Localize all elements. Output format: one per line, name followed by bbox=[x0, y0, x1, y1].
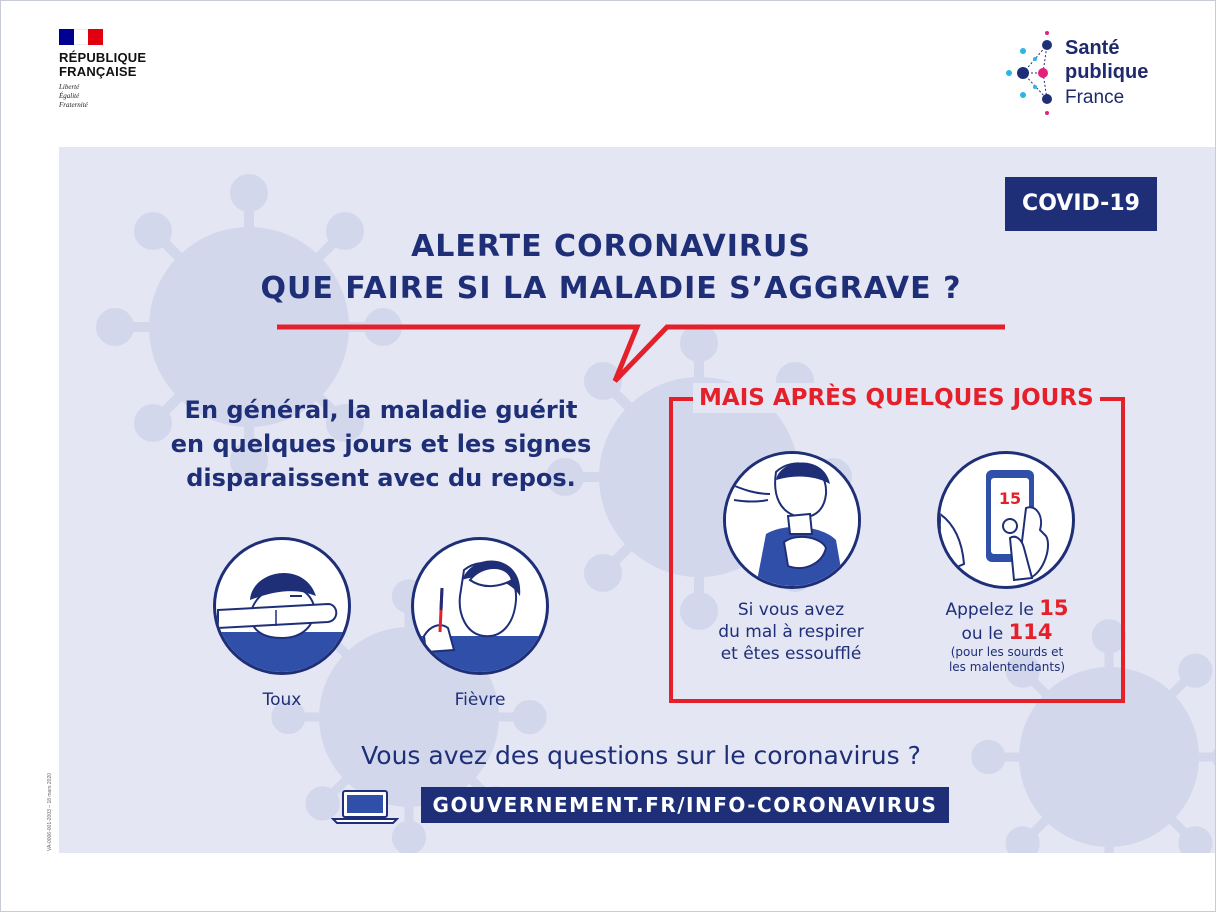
covid-badge: COVID-19 bbox=[1005, 177, 1157, 231]
emergency-number-114: 114 bbox=[1008, 620, 1053, 644]
logo-word-france: France bbox=[1065, 87, 1125, 108]
symptom-label-toux: Toux bbox=[262, 690, 302, 710]
phone-call-illustration-icon bbox=[937, 451, 1075, 589]
document-reference: VA-0006-001-2003 – 18 mars 2020 bbox=[47, 772, 53, 851]
info-url-link[interactable]: GOUVERNEMENT.FR/INFO-CORONAVIRUS bbox=[421, 787, 949, 823]
phone-screen-number: 15 bbox=[998, 489, 1022, 508]
breathless-illustration-icon bbox=[723, 451, 861, 589]
fever-illustration-icon bbox=[411, 537, 549, 675]
intro-text: En général, la maladie guérit en quelques jours et les signes disparaissent avec du repos. bbox=[170, 396, 592, 492]
french-flag-icon bbox=[59, 29, 103, 45]
cough-illustration-icon bbox=[213, 537, 351, 675]
title-line-2: QUE FAIRE SI LA MALADIE S’AGGRAVE ? bbox=[260, 271, 962, 306]
logo-word-publique: publique bbox=[1065, 61, 1149, 83]
sante-publique-france-logo bbox=[1003, 29, 1173, 121]
call-caption: Appelez le 15 ou le 114 (pour les sourds et les malentendants) bbox=[945, 596, 1069, 674]
breathless-caption: Si vous avez du mal à respirer et êtes essoufflé bbox=[718, 600, 864, 664]
molecule-logo-icon bbox=[1003, 29, 1063, 121]
symptom-label-fievre: Fièvre bbox=[454, 690, 506, 710]
title-line-1: ALERTE CORONAVIRUS bbox=[411, 229, 811, 264]
republique-francaise-logo bbox=[59, 29, 146, 110]
logo-word-sante: Santé bbox=[1065, 37, 1120, 59]
aggravation-title: MAIS APRÈS QUELQUES JOURS bbox=[693, 383, 1100, 413]
republique-label: RÉPUBLIQUE FRANÇAISE bbox=[59, 50, 147, 79]
laptop-icon bbox=[331, 789, 399, 825]
questions-prompt: Vous avez des questions sur le coronavirus ? bbox=[361, 741, 921, 770]
motto: Liberté Égalité Fraternité bbox=[59, 83, 88, 109]
emergency-number-15: 15 bbox=[1039, 596, 1069, 620]
